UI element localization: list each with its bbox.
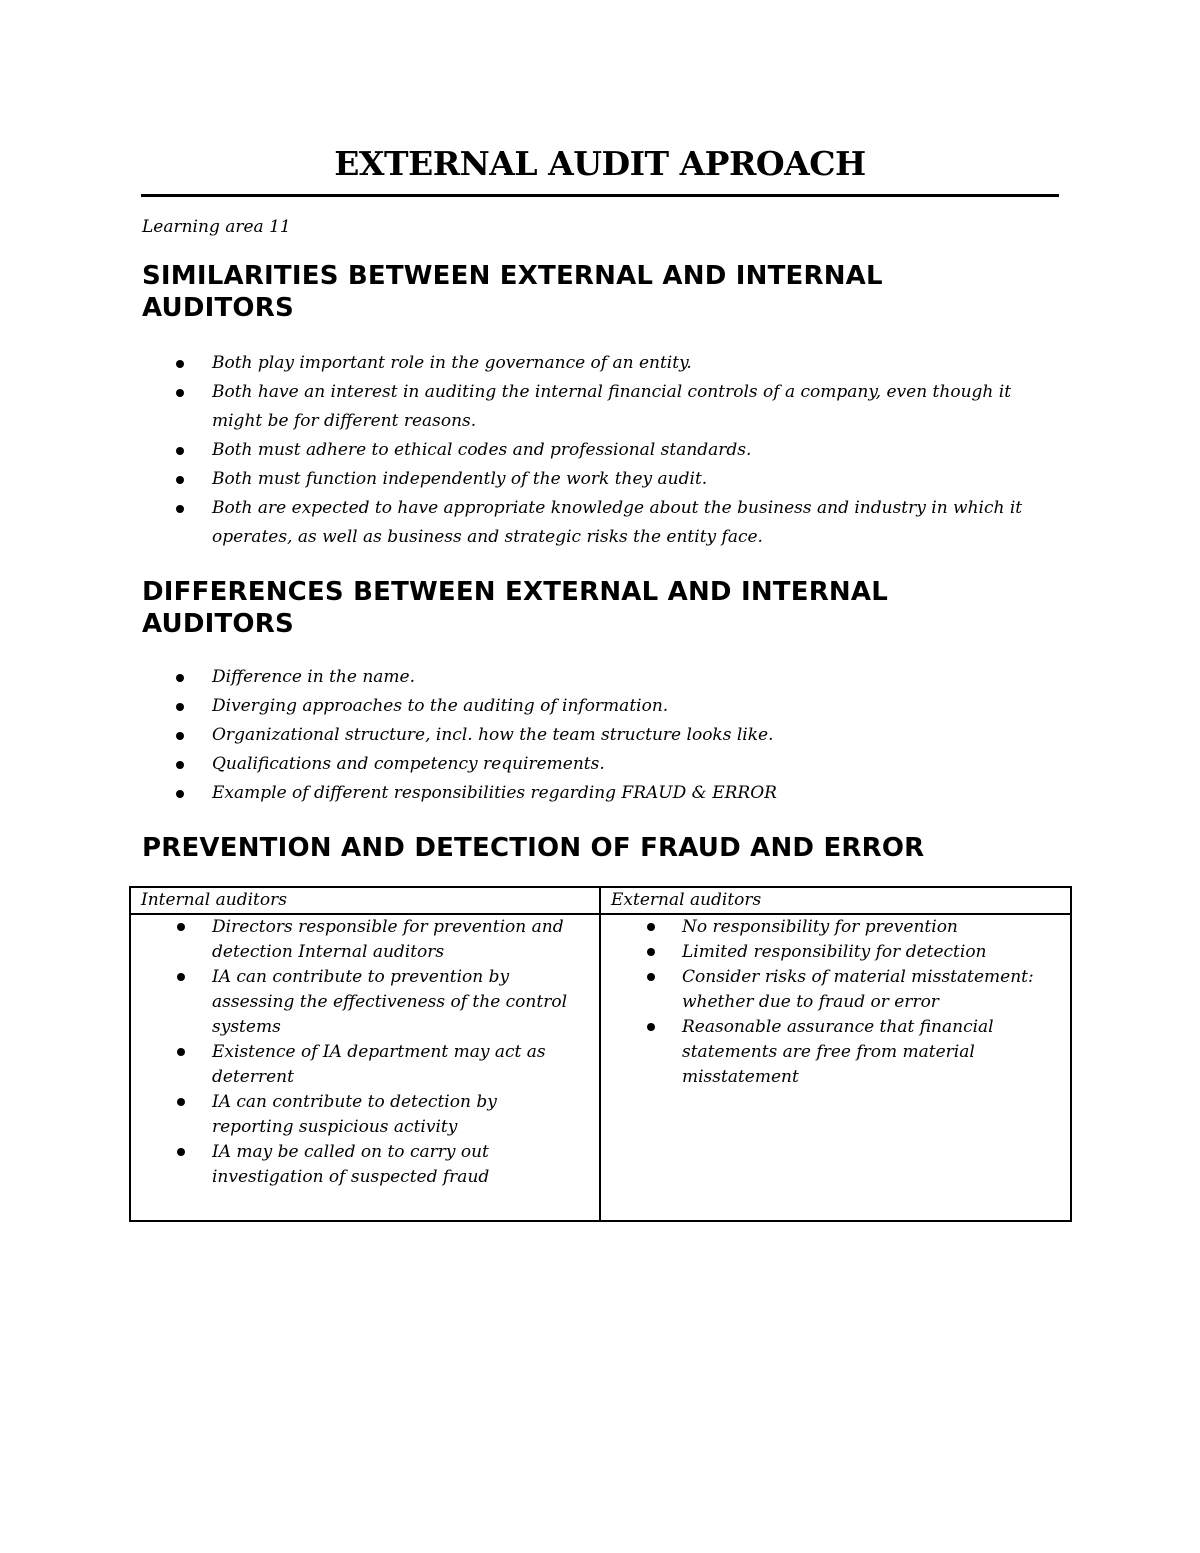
- bullet-icon: [176, 761, 184, 769]
- bullet-icon: [176, 476, 184, 484]
- differences-heading-line2: AUDITORS: [142, 609, 294, 639]
- bullet-icon: [177, 923, 185, 931]
- list-item-text: Limited responsibility for detection: [682, 942, 987, 962]
- bullet-icon: [176, 389, 184, 397]
- bullet-icon: [647, 948, 655, 956]
- fraud-error-table: [129, 886, 1072, 1222]
- list-item-text: Both are expected to have appropriate knowledge about the business and industry in which it operates, as well as business and strategic risks the entity face.: [212, 498, 1023, 547]
- external-auditors-cell: [600, 914, 1071, 1221]
- similarities-heading-line2: AUDITORS: [142, 293, 294, 323]
- list-item-text: Both must function independently of the work they audit.: [212, 469, 708, 489]
- list-item-text: No responsibility for prevention: [682, 917, 958, 937]
- list-item: [142, 692, 1062, 721]
- list-item: [141, 1040, 593, 1090]
- differences-list: [142, 663, 1062, 808]
- list-item-text: Both have an interest in auditing the internal financial controls of a company, even though it might be for different reasons.: [212, 382, 1012, 431]
- list-item: [611, 1015, 1064, 1090]
- list-item-text: Consider risks of material misstatement: whether due to fraud or error: [682, 967, 1034, 1012]
- list-item-text: IA may be called on to carry out investigation of suspected fraud: [212, 1142, 490, 1187]
- list-item: [141, 965, 593, 1040]
- list-item: [141, 1090, 593, 1140]
- list-item: [142, 494, 1062, 552]
- bullet-icon: [647, 973, 655, 981]
- list-item: [142, 378, 1062, 436]
- list-item-text: Both must adhere to ethical codes and professional standards.: [212, 440, 752, 460]
- list-item-text: Example of different responsibilities regarding FRAUD & ERROR: [212, 783, 777, 803]
- list-item-text: Existence of IA department may act as deterrent: [212, 1042, 546, 1087]
- list-item: [611, 915, 1064, 940]
- external-auditors-header: External auditors: [600, 887, 1071, 914]
- list-item-text: Organizational structure, incl. how the team structure looks like.: [212, 725, 774, 745]
- internal-auditors-list: [141, 915, 593, 1190]
- title-underline: [141, 194, 1059, 197]
- bullet-icon: [177, 1148, 185, 1156]
- internal-auditors-cell: [130, 914, 600, 1221]
- learning-area-label: Learning area 11: [142, 217, 291, 237]
- bullet-icon: [176, 790, 184, 798]
- bullet-icon: [176, 447, 184, 455]
- bullet-icon: [176, 674, 184, 682]
- list-item: [141, 915, 593, 965]
- list-item: [142, 436, 1062, 465]
- bullet-icon: [647, 923, 655, 931]
- table-row: [130, 914, 1071, 1221]
- list-item: [141, 1140, 593, 1190]
- list-item: [142, 721, 1062, 750]
- bullet-icon: [177, 973, 185, 981]
- bullet-icon: [176, 732, 184, 740]
- similarities-list: [142, 349, 1062, 552]
- similarities-heading: [142, 260, 1042, 324]
- bullet-icon: [176, 703, 184, 711]
- list-item: [142, 465, 1062, 494]
- similarities-heading-line1: SIMILARITIES BETWEEN EXTERNAL AND INTERNAL: [142, 261, 883, 291]
- bullet-icon: [177, 1048, 185, 1056]
- list-item-text: IA can contribute to detection by reporting suspicious activity: [212, 1092, 497, 1137]
- bullet-icon: [177, 1098, 185, 1106]
- list-item: [142, 750, 1062, 779]
- list-item-text: Difference in the name.: [212, 667, 415, 687]
- list-item: [611, 940, 1064, 965]
- list-item: [142, 663, 1062, 692]
- list-item-text: Diverging approaches to the auditing of information.: [212, 696, 669, 716]
- bullet-icon: [647, 1023, 655, 1031]
- differences-heading-line1: DIFFERENCES BETWEEN EXTERNAL AND INTERNAL: [142, 577, 888, 607]
- list-item: [142, 779, 1062, 808]
- document-title: EXTERNAL AUDIT APROACH: [334, 144, 866, 183]
- external-auditors-list: [611, 915, 1064, 1090]
- list-item-text: IA can contribute to prevention by assessing the effectiveness of the control systems: [212, 967, 567, 1037]
- list-item: [611, 965, 1064, 1015]
- table-header-row: [130, 887, 1071, 914]
- internal-auditors-header: Internal auditors: [130, 887, 600, 914]
- bullet-icon: [176, 505, 184, 513]
- differences-heading: [142, 576, 1042, 640]
- list-item-text: Both play important role in the governance of an entity.: [212, 353, 692, 373]
- list-item: [142, 349, 1062, 378]
- bullet-icon: [176, 360, 184, 368]
- list-item-text: Reasonable assurance that financial statements are free from material misstatement: [682, 1017, 994, 1087]
- fraud-error-heading: PREVENTION AND DETECTION OF FRAUD AND ERROR: [142, 833, 925, 863]
- list-item-text: Directors responsible for prevention and detection Internal auditors: [212, 917, 564, 962]
- list-item-text: Qualifications and competency requirements.: [212, 754, 605, 774]
